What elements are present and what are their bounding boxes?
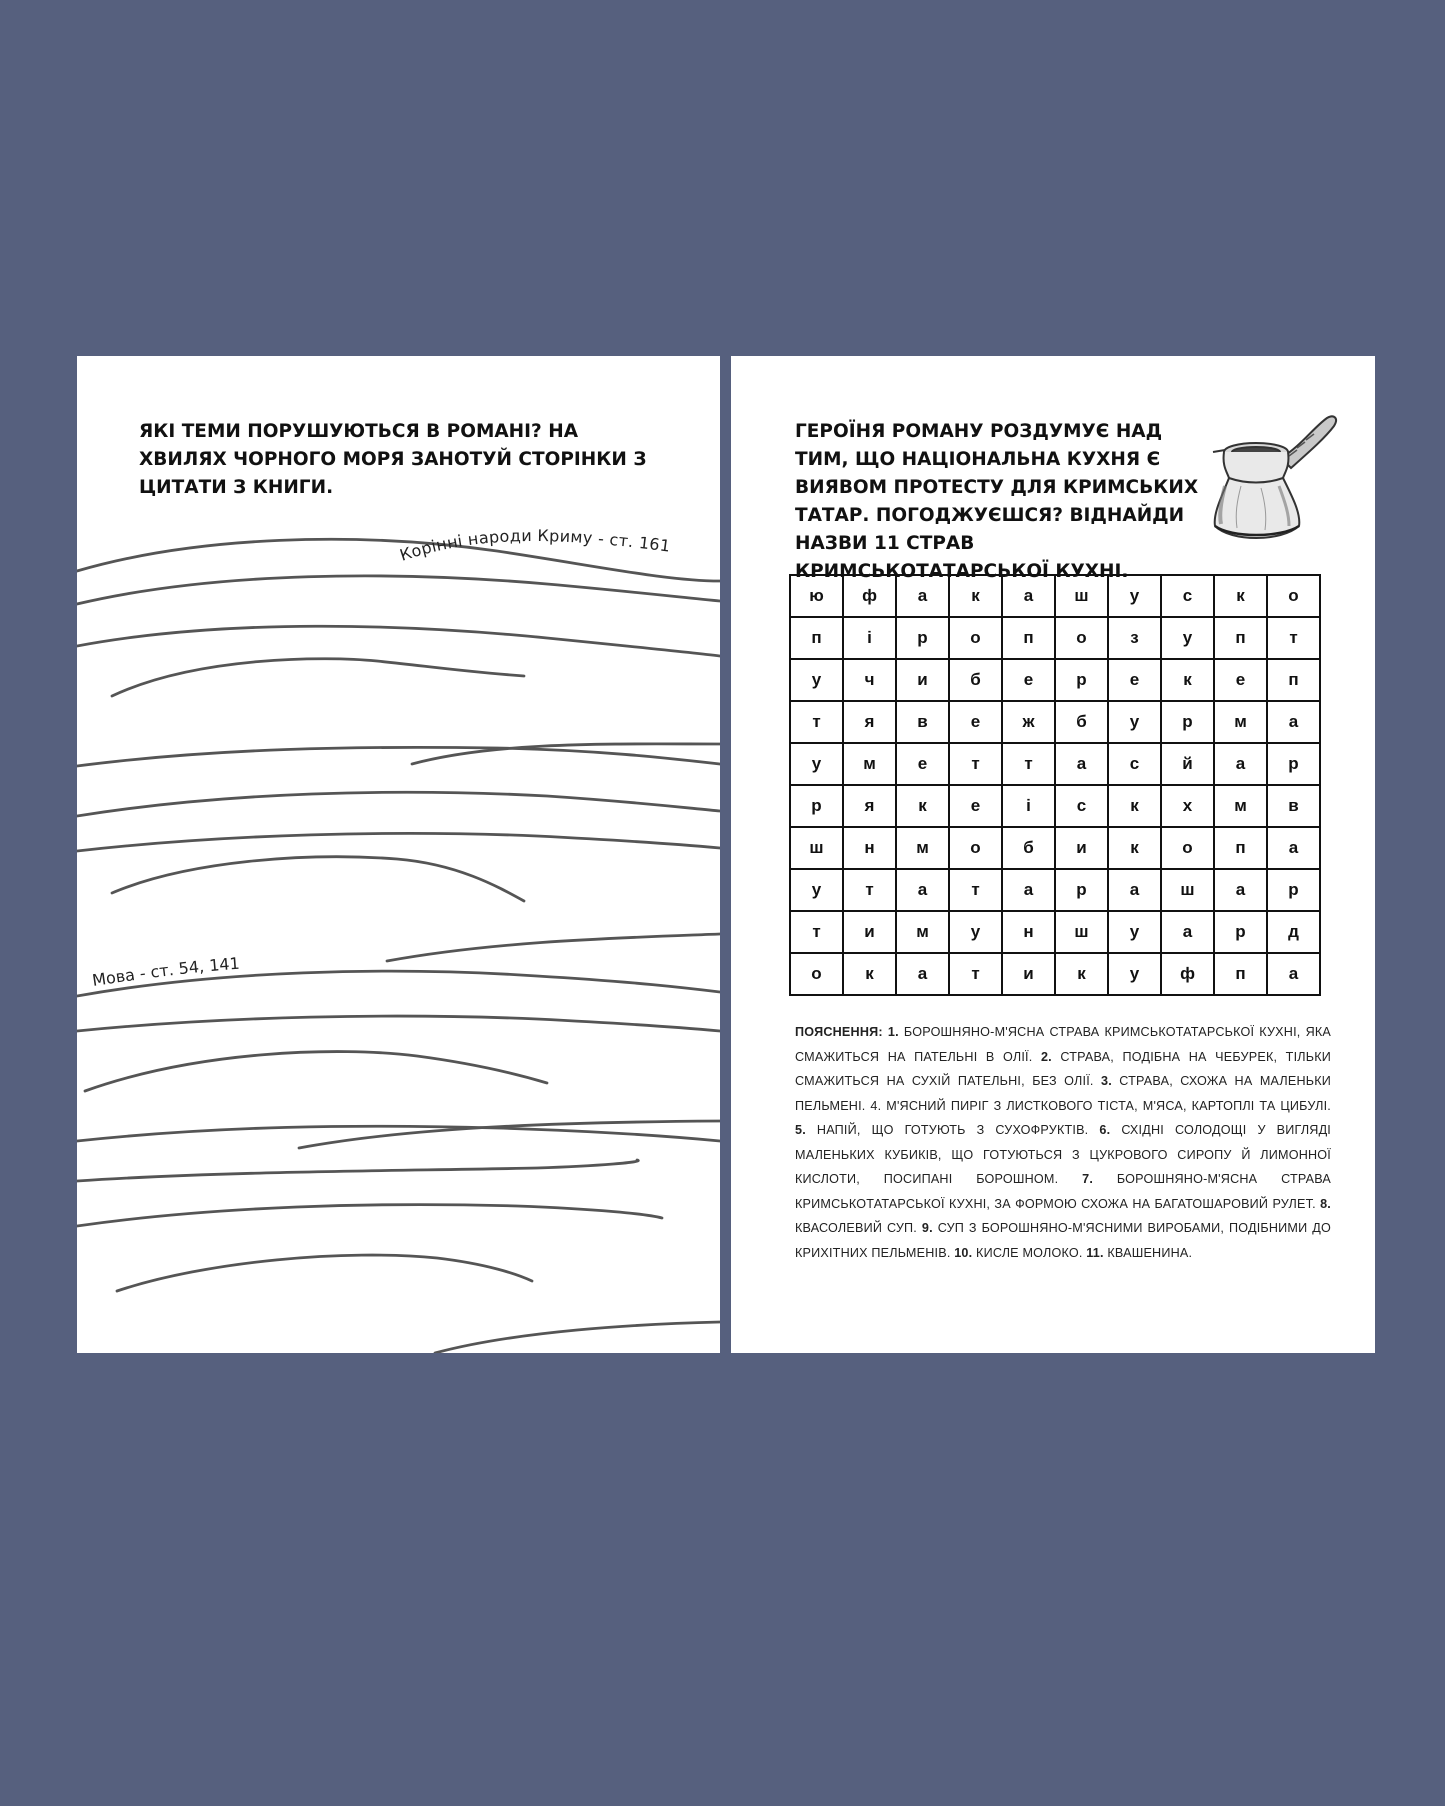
grid-cell: р xyxy=(1267,869,1320,911)
grid-cell: у xyxy=(1161,617,1214,659)
right-page-heading: ГЕРОЇНЯ РОМАНУ РОЗДУМУЄ НАД ТИМ, ЩО НАЦІОНАЛЬНА КУХНЯ Є ВИЯВОМ ПРОТЕСТУ ДЛЯ КРИМСЬКИХ ТАТАР. ПОГОДЖУЄШСЯ? ВІДНАЙДИ НАЗВИ 11 СТРАВ КРИМСЬКОТАТАРСЬКОЇ КУХНІ. xyxy=(795,421,1199,582)
grid-cell: и xyxy=(1055,827,1108,869)
explanation-item-text: М'ЯСНИЙ ПИРІГ З ЛИСТКОВОГО ТІСТА, М'ЯСА, КАРТОПЛІ ТА ЦИБУЛІ. xyxy=(886,1098,1331,1113)
grid-cell: б xyxy=(949,659,1002,701)
grid-row xyxy=(790,701,1320,743)
grid-cell: е xyxy=(949,785,1002,827)
wave-label-language: Мова - ст. 54, 141 xyxy=(90,953,241,990)
grid-cell: а xyxy=(1267,953,1320,995)
grid-row xyxy=(790,785,1320,827)
grid-cell: н xyxy=(1002,911,1055,953)
grid-cell: ф xyxy=(843,575,896,617)
grid-cell: а xyxy=(1267,827,1320,869)
grid-cell: п xyxy=(1214,953,1267,995)
grid-cell: к xyxy=(843,953,896,995)
explanation-item-number: 9. xyxy=(921,1221,933,1235)
grid-cell: т xyxy=(949,869,1002,911)
grid-cell: к xyxy=(1108,827,1161,869)
grid-cell: у xyxy=(1108,575,1161,617)
grid-cell: е xyxy=(949,701,1002,743)
grid-cell: е xyxy=(896,743,949,785)
coffee-pot-icon xyxy=(1201,406,1341,551)
grid-cell: о xyxy=(1055,617,1108,659)
grid-cell: в xyxy=(1267,785,1320,827)
grid-cell: т xyxy=(790,911,843,953)
explanation-text xyxy=(795,1020,1331,1265)
grid-cell: у xyxy=(790,869,843,911)
explanation-item-text: СТРАВА, ПОДІБНА НА ЧЕБУРЕК, ТІЛЬКИ СМАЖИТЬСЯ НА СУХІЙ ПАТЕЛЬНІ, БЕЗ ОЛІЇ. xyxy=(795,1049,1331,1088)
grid-cell: а xyxy=(896,869,949,911)
grid-cell: р xyxy=(1267,743,1320,785)
grid-cell: з xyxy=(1108,617,1161,659)
left-page xyxy=(77,356,720,1353)
grid-cell: х xyxy=(1161,785,1214,827)
grid-cell: р xyxy=(1214,911,1267,953)
grid-cell: е xyxy=(1214,659,1267,701)
grid-cell: ш xyxy=(790,827,843,869)
grid-cell: д xyxy=(1267,911,1320,953)
explanation-item-text: СУП З БОРОШНЯНО-М'ЯСНИМИ ВИРОБАМИ, ПОДІБНИМИ ДО КРИХІТНИХ ПЕЛЬМЕНІВ. xyxy=(795,1221,1331,1260)
explanation-item-text: СХІДНІ СОЛОДОЩІ У ВИГЛЯДІ МАЛЕНЬКИХ КУБИКІВ, ЩО ГОТУЮТЬСЯ З ЦУКРОВОГО СИРОПУ Й ЛИМОННОЇ КИСЛОТИ, ПОСИПАНІ БОРОШНОМ. xyxy=(795,1123,1332,1186)
left-page-heading: ЯКІ ТЕМИ ПОРУШУЮТЬСЯ В РОМАНІ? НА ХВИЛЯХ ЧОРНОГО МОРЯ ЗАНОТУЙ СТОРІНКИ З ЦИТАТИ З КНИГИ. xyxy=(139,421,647,498)
grid-cell: с xyxy=(1161,575,1214,617)
sea-waves-illustration xyxy=(77,356,720,1353)
grid-cell: о xyxy=(790,953,843,995)
grid-cell: ж xyxy=(1002,701,1055,743)
grid-cell: у xyxy=(790,659,843,701)
explanation-item-text: БОРОШНЯНО-М'ЯСНА СТРАВА КРИМСЬКОТАТАРСЬКОЇ КУХНІ, ЗА ФОРМОЮ СХОЖА НА БАГАТОШАРОВИЙ РУЛЕТ. xyxy=(795,1172,1331,1211)
grid-cell: й xyxy=(1161,743,1214,785)
grid-cell: о xyxy=(1267,575,1320,617)
explanation-item-number: 3. xyxy=(1100,1074,1112,1088)
grid-cell: п xyxy=(1214,827,1267,869)
explanation-item-number: 6. xyxy=(1099,1123,1111,1137)
grid-cell: п xyxy=(1002,617,1055,659)
grid-cell: у xyxy=(790,743,843,785)
grid-cell: ш xyxy=(1055,575,1108,617)
explanation-item-number: 10. xyxy=(954,1245,973,1260)
grid-cell: к xyxy=(896,785,949,827)
explanation-item xyxy=(954,1246,1086,1260)
grid-cell: т xyxy=(843,869,896,911)
grid-cell: о xyxy=(949,617,1002,659)
grid-cell: р xyxy=(1055,869,1108,911)
explanation-item-text: НАПІЙ, ЩО ГОТУЮТЬ З СУХОФРУКТІВ. xyxy=(816,1123,1089,1137)
grid-cell: в xyxy=(896,701,949,743)
grid-cell: т xyxy=(949,743,1002,785)
grid-cell: ш xyxy=(1055,911,1108,953)
explanation-item-number: 8. xyxy=(1320,1196,1331,1211)
explanation-item-text: БОРОШНЯНО-М'ЯСНА СТРАВА КРИМСЬКОТАТАРСЬКОЇ КУХНІ, ЯКА СМАЖИТЬСЯ НА ПАТЕЛЬНІ В ОЛІЇ. xyxy=(795,1025,1332,1064)
grid-cell: м xyxy=(1214,785,1267,827)
explanation-item xyxy=(870,1099,1331,1113)
grid-cell: ю xyxy=(790,575,843,617)
grid-cell: п xyxy=(790,617,843,659)
explanation-item-number: 2. xyxy=(1040,1049,1052,1064)
grid-cell: а xyxy=(1002,575,1055,617)
wave-label-indigenous-peoples: Корінні народи Криму - ст. 161 xyxy=(397,526,672,565)
grid-cell: у xyxy=(949,911,1002,953)
grid-cell: м xyxy=(843,743,896,785)
word-search-grid xyxy=(789,574,1321,996)
grid-cell: р xyxy=(1055,659,1108,701)
grid-cell: б xyxy=(1055,701,1108,743)
grid-cell: у xyxy=(1108,953,1161,995)
grid-cell: у xyxy=(1108,701,1161,743)
grid-cell: т xyxy=(1267,617,1320,659)
grid-cell: е xyxy=(1002,659,1055,701)
grid-cell: и xyxy=(843,911,896,953)
right-page xyxy=(731,356,1375,1353)
explanation-item xyxy=(795,1123,1099,1137)
explanation-item-number: 7. xyxy=(1082,1172,1094,1186)
explanation-item-text: СТРАВА, СХОЖА НА МАЛЕНЬКИ ПЕЛЬМЕНІ. xyxy=(795,1074,1332,1113)
grid-cell: а xyxy=(1055,743,1108,785)
grid-cell: и xyxy=(896,659,949,701)
grid-cell: п xyxy=(1267,659,1320,701)
grid-cell: м xyxy=(896,911,949,953)
grid-cell: о xyxy=(949,827,1002,869)
grid-cell: а xyxy=(896,575,949,617)
grid-cell: к xyxy=(949,575,1002,617)
explanation-item-number: 11. xyxy=(1086,1245,1104,1260)
explanation-item-number: 1. xyxy=(887,1025,899,1039)
grid-cell: е xyxy=(1108,659,1161,701)
grid-cell: м xyxy=(896,827,949,869)
grid-row xyxy=(790,617,1320,659)
grid-cell: а xyxy=(1214,869,1267,911)
grid-cell: с xyxy=(1108,743,1161,785)
explanation-items xyxy=(795,1025,1331,1260)
grid-row xyxy=(790,743,1320,785)
grid-cell: к xyxy=(1055,953,1108,995)
grid-cell: а xyxy=(1214,743,1267,785)
explanation-item-number: 5. xyxy=(795,1123,806,1137)
grid-cell: а xyxy=(1267,701,1320,743)
grid-row xyxy=(790,869,1320,911)
grid-cell: р xyxy=(1161,701,1214,743)
grid-cell: і xyxy=(1002,785,1055,827)
grid-cell: м xyxy=(1214,701,1267,743)
grid-cell: и xyxy=(1002,953,1055,995)
grid-cell: к xyxy=(1161,659,1214,701)
grid-cell: н xyxy=(843,827,896,869)
explanation-item-text: КИСЛЕ МОЛОКО. xyxy=(976,1245,1083,1260)
grid-cell: а xyxy=(896,953,949,995)
grid-cell: а xyxy=(1002,869,1055,911)
grid-cell: я xyxy=(843,701,896,743)
explanation-item-number: 4. xyxy=(870,1098,882,1113)
grid-cell: р xyxy=(790,785,843,827)
grid-row xyxy=(790,659,1320,701)
explanation-item-text: КВАШЕНИНА. xyxy=(1107,1245,1193,1260)
grid-cell: ф xyxy=(1161,953,1214,995)
grid-cell: ш xyxy=(1161,869,1214,911)
grid-row xyxy=(790,575,1320,617)
explanation-label: ПОЯСНЕННЯ: xyxy=(795,1025,883,1039)
grid-cell: ч xyxy=(843,659,896,701)
grid-cell: к xyxy=(1108,785,1161,827)
grid-cell: р xyxy=(896,617,949,659)
grid-cell: с xyxy=(1055,785,1108,827)
explanation-item-text: КВАСОЛЕВИЙ СУП. xyxy=(795,1221,917,1235)
grid-cell: т xyxy=(949,953,1002,995)
grid-cell: і xyxy=(843,617,896,659)
grid-cell: т xyxy=(790,701,843,743)
grid-cell: а xyxy=(1108,869,1161,911)
grid-row xyxy=(790,827,1320,869)
grid-cell: б xyxy=(1002,827,1055,869)
explanation-item xyxy=(1086,1246,1192,1260)
grid-row xyxy=(790,911,1320,953)
grid-cell: т xyxy=(1002,743,1055,785)
grid-cell: у xyxy=(1108,911,1161,953)
grid-cell: к xyxy=(1214,575,1267,617)
grid-row xyxy=(790,953,1320,995)
grid-cell: п xyxy=(1214,617,1267,659)
grid-cell: о xyxy=(1161,827,1214,869)
grid-cell: я xyxy=(843,785,896,827)
grid-cell: а xyxy=(1161,911,1214,953)
